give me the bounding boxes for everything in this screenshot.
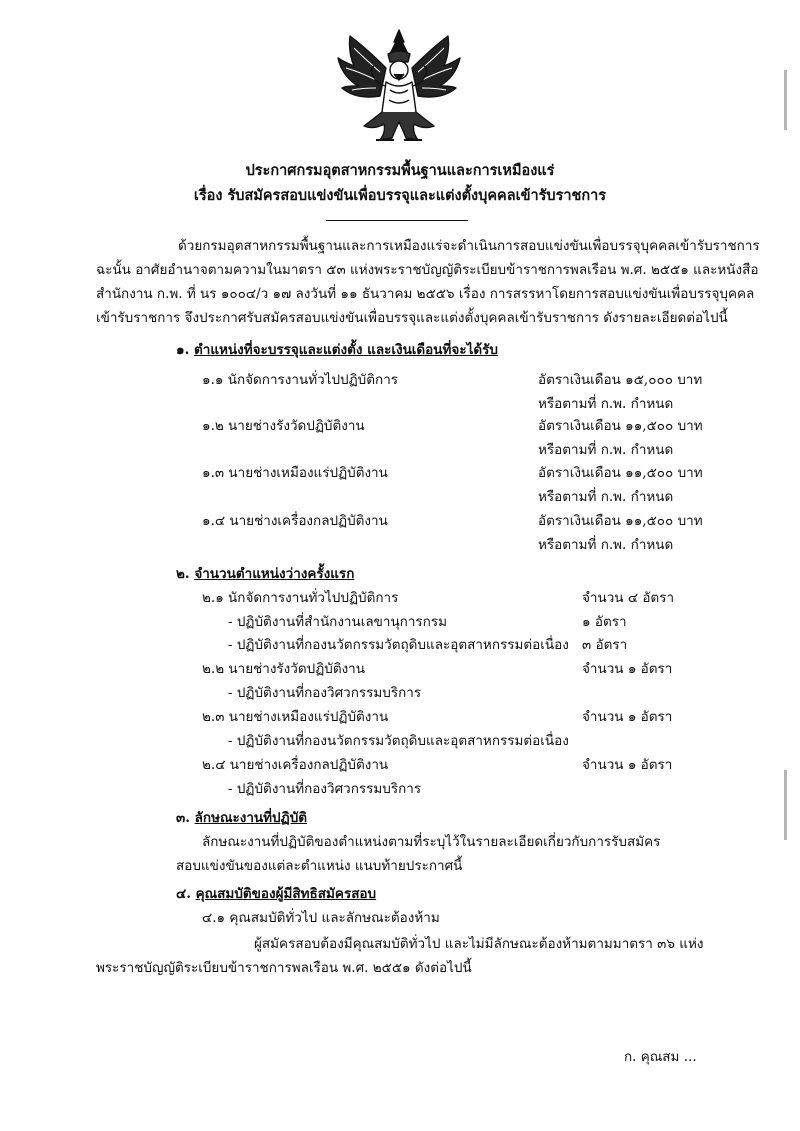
vacancy-row: - ปฏิบัติงานที่สำนักงานเลขานุการกรม — [228, 614, 447, 630]
section-4-number: ๔. — [176, 886, 191, 902]
announcement-title: ประกาศกรมอุตสาหกรรมพื้นฐานและการเหมืองแร่ — [245, 162, 555, 179]
vacancy-row: ๒.๓ นายช่างเหมืองแร่ปฏิบัติงาน — [202, 709, 389, 725]
position-3-note: หรือตามที่ ก.พ. กำหนด — [538, 489, 674, 505]
position-2-salary: อัตราเงินเดือน ๑๑,๕๐๐ บาท — [538, 418, 703, 434]
section-1-heading — [176, 342, 498, 359]
section-2-title: จำนวนตำแหน่งว่างครั้งแรก — [194, 566, 355, 582]
vacancy-count: จำนวน ๑ อัตรา — [582, 757, 673, 773]
section-2-heading — [176, 566, 354, 583]
position-4-note: หรือตามที่ ก.พ. กำหนด — [538, 537, 674, 553]
section-3-line-1: ลักษณะงานที่ปฏิบัติของตำแหน่งตามที่ระบุไว้ในรายละเอียดเกี่ยวกับการรับสมัคร — [202, 834, 661, 850]
vacancy-row: - ปฏิบัติงานที่กองนวัตกรรมวัตถุดิบและอุตสาหกรรมต่อเนื่อง — [228, 637, 569, 653]
section-4-line-2: พระราชบัญญัติระเบียบข้าราชการพลเรือน พ.ศ. ๒๕๕๑ ดังต่อไปนี้ — [96, 960, 472, 976]
position-2-note: หรือตามที่ ก.พ. กำหนด — [538, 442, 674, 458]
vacancy-row: - ปฏิบัติงานที่กองวิศวกรรมบริการ — [228, 781, 422, 797]
section-4-line-1: ผู้สมัครสอบต้องมีคุณสมบัติทั่วไป และไม่มีลักษณะต้องห้ามตามมาตรา ๓๖ แห่ง — [254, 936, 704, 952]
position-4-salary: อัตราเงินเดือน ๑๑,๕๐๐ บาท — [538, 513, 703, 529]
scan-edge-mark — [784, 770, 787, 840]
intro-line-2: ฉะนั้น อาศัยอำนาจตามความในมาตรา ๕๓ แห่งพระราชบัญญัติระเบียบข้าราชการพลเรือน พ.ศ. ๒๕๕๑ และหนังสือ — [96, 262, 759, 278]
section-1-number: ๑. — [176, 342, 190, 358]
position-4-label: ๑.๔ นายช่างเครื่องกลปฏิบัติงาน — [202, 513, 388, 529]
position-3-label: ๑.๓ นายช่างเหมืองแร่ปฏิบัติงาน — [202, 465, 388, 481]
section-3-title: ลักษณะงานที่ปฏิบัติ — [194, 810, 308, 826]
section-1-title: ตำแหน่งที่จะบรรจุและแต่งตั้ง และเงินเดือนที่จะได้รับ — [193, 342, 498, 358]
position-1-salary: อัตราเงินเดือน ๑๕,๐๐๐ บาท — [538, 372, 703, 388]
title-divider — [326, 220, 468, 221]
intro-line-4: เข้ารับราชการ จึงประกาศรับสมัครสอบแข่งขันเพื่อบรรจุและแต่งตั้งบุคคลเข้ารับราชการ ดังรายละเอียดต่อไปนี้ — [96, 310, 728, 326]
section-4-subheading: ๔.๑ คุณสมบัติทั่วไป และลักษณะต้องห้าม — [202, 910, 440, 926]
vacancy-count: จำนวน ๑ อัตรา — [582, 661, 673, 677]
section-4-title: คุณสมบัติของผู้มีสิทธิสมัครสอบ — [195, 886, 377, 902]
section-3-line-2: สอบแข่งขันของแต่ละตำแหน่ง แนบท้ายประกาศนี้ — [176, 858, 463, 874]
vacancy-row: ๒.๒ นายช่างรังวัดปฏิบัติงาน — [202, 661, 365, 677]
vacancy-count: ๓ อัตรา — [582, 637, 628, 653]
vacancy-count: จำนวน ๑ อัตรา — [582, 709, 673, 725]
vacancy-row: - ปฏิบัติงานที่กองวิศวกรรมบริการ — [228, 685, 422, 701]
section-3-number: ๓. — [176, 810, 190, 826]
scan-edge-mark — [784, 70, 787, 130]
position-2-label: ๑.๒ นายช่างรังวัดปฏิบัติงาน — [202, 418, 365, 434]
intro-line-1: ด้วยกรมอุตสาหกรรมพื้นฐานและการเหมืองแร่จะดำเนินการสอบแข่งขันเพื่อบรรจุบุคคลเข้ารับราชการ — [178, 238, 760, 254]
vacancy-count: จำนวน ๔ อัตรา — [582, 590, 675, 606]
vacancy-count: ๑ อัตรา — [582, 614, 627, 630]
vacancy-row: ๒.๑ นักจัดการงานทั่วไปปฏิบัติการ — [202, 590, 399, 606]
intro-line-3: สำนักงาน ก.พ. ที่ นร ๑๐๐๔/ว ๑๗ ลงวันที่ ๑๑ ธันวาคม ๒๕๕๖ เรื่อง การสรรหาโดยการสอบแข่งขันเพื่อบรรจุบุคคล — [96, 286, 755, 302]
vacancy-row: - ปฏิบัติงานที่กองนวัตกรรมวัตถุดิบและอุตสาหกรรมต่อเนื่อง — [228, 733, 569, 749]
section-2-number: ๒. — [176, 566, 190, 582]
section-3-heading — [176, 810, 307, 827]
position-1-label: ๑.๑ นักจัดการงานทั่วไปปฏิบัติการ — [202, 372, 399, 388]
vacancy-row: ๒.๔ นายช่างเครื่องกลปฏิบัติงาน — [202, 757, 389, 773]
announcement-subject: เรื่อง รับสมัครสอบแข่งขันเพื่อบรรจุและแต่งตั้งบุคคลเข้ารับราชการ — [193, 187, 607, 204]
section-4-heading — [176, 886, 376, 903]
continuation-note: ก. คุณสม ... — [624, 1049, 697, 1065]
position-3-salary: อัตราเงินเดือน ๑๑,๕๐๐ บาท — [538, 465, 703, 481]
position-1-note: หรือตามที่ ก.พ. กำหนด — [538, 396, 674, 412]
garuda-emblem-icon — [336, 28, 462, 146]
